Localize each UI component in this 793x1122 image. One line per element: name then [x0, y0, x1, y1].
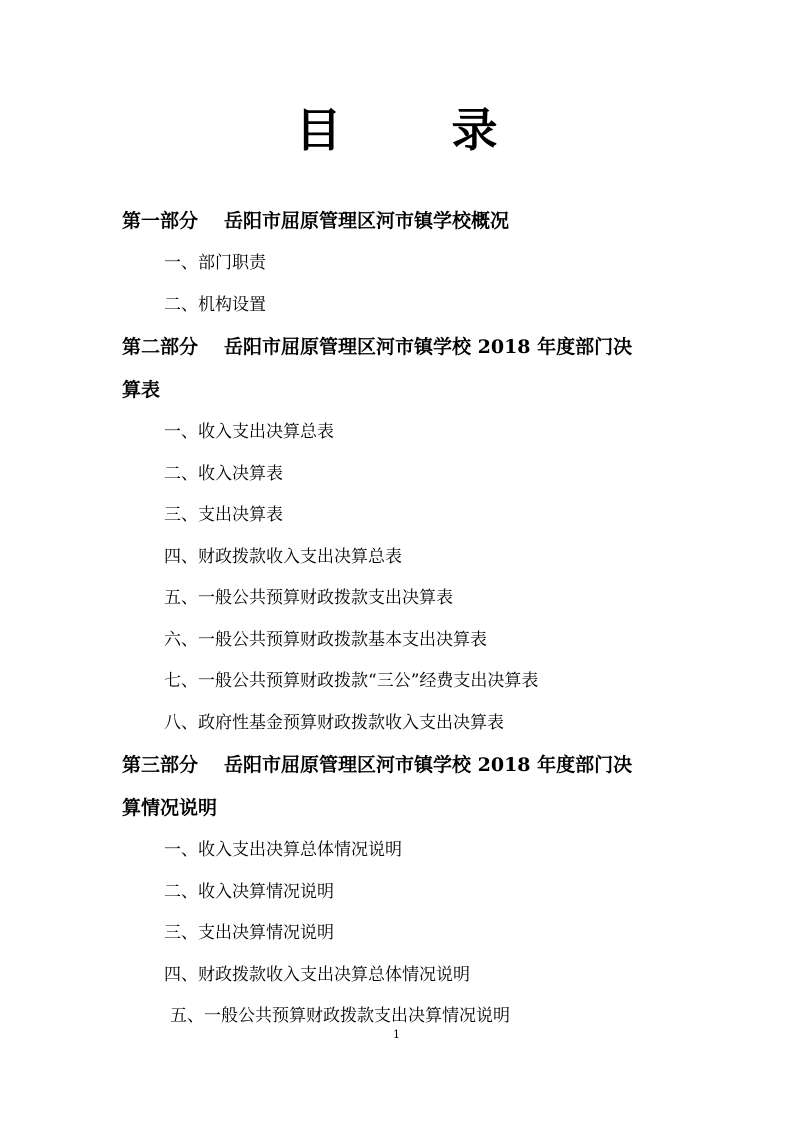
toc-item[interactable]: 四、财政拨款收入支出决算总表: [164, 546, 402, 567]
toc-item[interactable]: 二、收入决算情况说明: [164, 881, 334, 902]
toc-item[interactable]: 三、支出决算表: [164, 505, 283, 525]
section-2-heading[interactable]: [122, 326, 682, 369]
section-2-title-continued[interactable]: 算表: [122, 379, 161, 401]
toc-item[interactable]: 四、财政拨款收入支出决算总体情况说明: [164, 964, 470, 985]
toc-item[interactable]: 一、收入支出决算总体情况说明: [164, 840, 402, 860]
toc-item[interactable]: 一、部门职责: [164, 253, 266, 273]
table-of-contents: [122, 200, 682, 1038]
toc-item[interactable]: 六、一般公共预算财政拨款基本支出决算表: [164, 629, 487, 650]
toc-item[interactable]: 五、一般公共预算财政拨款支出决算表: [164, 588, 453, 608]
toc-item[interactable]: 二、机构设置: [164, 294, 266, 315]
page-number: 1: [393, 1028, 400, 1041]
section-2-label: 第二部分: [122, 336, 199, 358]
section-3-title-continued[interactable]: 算情况说明: [122, 797, 218, 819]
toc-item[interactable]: 七、一般公共预算财政拨款“三公”经费支出决算表: [164, 671, 539, 691]
toc-item[interactable]: 八、政府性基金预算财政拨款收入支出决算表: [164, 712, 504, 733]
section-3-heading[interactable]: [122, 744, 682, 787]
section-2-title: 岳阳市屈原管理区河市镇学校 2018 年度部门决: [224, 336, 633, 358]
section-1-title: 岳阳市屈原管理区河市镇学校概况: [224, 210, 510, 232]
section-3-title: 岳阳市屈原管理区河市镇学校 2018 年度部门决: [224, 754, 633, 776]
toc-item[interactable]: 一、收入支出决算总表: [164, 422, 334, 442]
toc-item[interactable]: 二、收入决算表: [164, 463, 283, 484]
toc-item[interactable]: 五、一般公共预算财政拨款支出决算情况说明: [170, 1006, 510, 1026]
toc-item[interactable]: 三、支出决算情况说明: [164, 923, 334, 943]
section-1-heading[interactable]: [122, 200, 682, 243]
section-3-label: 第三部分: [122, 754, 199, 776]
section-1-label: 第一部分: [122, 210, 199, 232]
page-title: 目录: [295, 103, 608, 157]
